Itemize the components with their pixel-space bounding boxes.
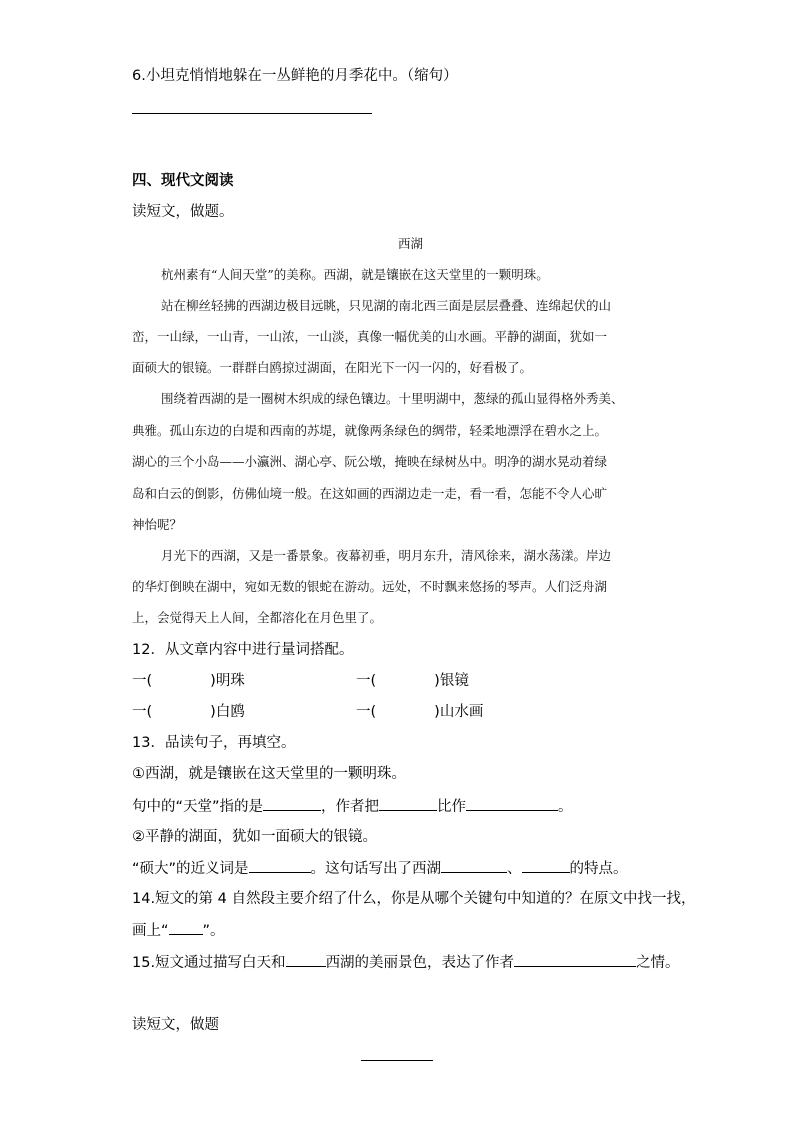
passage-p3-line: 湖心的三个小岛——小瀛洲、湖心亭、阮公墩，掩映在绿树丛中。明净的湖水晃动着绿 bbox=[132, 454, 608, 469]
q15-blank[interactable] bbox=[286, 952, 326, 967]
q13-blank[interactable] bbox=[263, 796, 321, 811]
q13-blank[interactable] bbox=[249, 858, 311, 873]
q15-text: 之情。 bbox=[636, 955, 680, 971]
passage-p4-line: 月光下的西湖，又是一番景象。夜幕初垂，明月东升，清风徐来，湖水荡漾。岸边 bbox=[161, 548, 612, 563]
passage-title: 西湖 bbox=[398, 236, 424, 251]
q13-sentence-2: ②平静的湖面，犹如一面硕大的银镜。 bbox=[132, 829, 377, 845]
passage-p2-line: 面硕大的银镜。一群群白鸥掠过湖面，在阳光下一闪一闪的，好看极了。 bbox=[132, 360, 533, 375]
section-instruction: 读短文，做题。 bbox=[132, 204, 234, 220]
passage-p3-line: 神怡呢？ bbox=[132, 517, 183, 532]
section-heading: 四、现代文阅读 bbox=[132, 173, 234, 189]
q14-line-2 bbox=[132, 920, 225, 941]
passage-p3-line: 围绕着西湖的是一圈树木织成的绿色镶边。十里明湖中，葱绿的孤山显得格外秀美、 bbox=[161, 391, 624, 406]
q13-text: 比作 bbox=[437, 799, 467, 815]
q12-word: 明珠 bbox=[215, 673, 245, 689]
q12-item: 一( )明珠 bbox=[132, 673, 245, 689]
q13-stem: 13．品读句子，再填空。 bbox=[132, 735, 296, 751]
q15-blank[interactable] bbox=[514, 952, 636, 967]
q12-word: 白鸥 bbox=[215, 704, 245, 720]
q12-open-paren: 一( bbox=[132, 704, 153, 720]
q6-text: 6.小坦克悄悄地躲在一丛鲜艳的月季花中。（缩句） bbox=[132, 68, 458, 84]
q12-item: 一( )白鸥 bbox=[132, 704, 245, 720]
q13-blank[interactable] bbox=[379, 796, 437, 811]
q12-open-paren: 一( bbox=[356, 673, 377, 689]
q13-text: “硕大”的近义词是 bbox=[132, 861, 249, 877]
q13-blank[interactable] bbox=[466, 796, 558, 811]
q13-text: ，作者把 bbox=[321, 799, 380, 815]
q15-text: 15.短文通过描写白天和 bbox=[132, 955, 286, 971]
q15-line bbox=[132, 952, 680, 973]
footer-line bbox=[361, 1060, 433, 1061]
q13-text: 、 bbox=[507, 861, 522, 877]
q13-blank[interactable] bbox=[522, 858, 570, 873]
q12-word: 银镜 bbox=[439, 673, 469, 689]
q13-fill-line-1 bbox=[132, 796, 573, 817]
q13-fill-line-2 bbox=[132, 858, 628, 879]
passage-p2-line: 峦，一山绿，一山青，一山浓，一山淡，真像一幅优美的山水画。平静的湖面，犹如一 bbox=[132, 329, 608, 344]
q14-line-1: 14.短文的第 4 自然段主要介绍了什么，你是从哪个关键句中知道的？在原文中找一找， bbox=[132, 891, 696, 907]
q12-item: 一( )山水画 bbox=[356, 704, 484, 720]
passage-p2-line: 站在柳丝轻拂的西湖边极目远眺，只见湖的南北西三面是层层叠叠、连绵起伏的山 bbox=[161, 298, 612, 313]
q13-sentence-1: ①西湖，就是镶嵌在这天堂里的一颗明珠。 bbox=[132, 766, 406, 782]
q13-text: 的特点。 bbox=[569, 861, 628, 877]
q12-open-paren: 一( bbox=[132, 673, 153, 689]
q12-open-paren: 一( bbox=[356, 704, 377, 720]
passage-p1: 杭州素有“人间天堂”的美称。西湖，就是镶嵌在这天堂里的一颗明珠。 bbox=[161, 267, 549, 282]
q14-underline-sample bbox=[169, 920, 203, 935]
passage-p3-line: 典雅。孤山东边的白堤和西南的苏堤，就像两条绿色的绸带，轻柔地漂浮在碧水之上。 bbox=[132, 423, 608, 438]
q15-text: 西湖的美丽景色，表达了作者 bbox=[325, 955, 515, 971]
q6-answer-line[interactable] bbox=[132, 113, 372, 114]
next-instruction: 读短文，做题 bbox=[132, 1017, 219, 1033]
passage-p3-line: 岛和白云的倒影，仿佛仙境一般。在这如画的西湖边走一走，看一看，怎能不令人心旷 bbox=[132, 486, 608, 501]
q12-stem: 12．从文章内容中进行量词搭配。 bbox=[132, 642, 354, 658]
q14-text: ”。 bbox=[202, 923, 225, 939]
q14-text: 画上“ bbox=[132, 923, 169, 939]
q13-blank[interactable] bbox=[441, 858, 507, 873]
passage-p4-line: 的华灯倒映在湖中，宛如无数的银蛇在游动。远处，不时飘来悠扬的琴声。人们泛舟湖 bbox=[132, 579, 608, 594]
q13-text: 。这句话写出了西湖 bbox=[310, 861, 442, 877]
passage-p4-line: 上，会觉得天上人间，全都溶化在月色里了。 bbox=[132, 610, 383, 625]
q13-text: 句中的“天堂”指的是 bbox=[132, 799, 264, 815]
q13-text: 。 bbox=[558, 799, 573, 815]
q12-item: 一( )银镜 bbox=[356, 673, 469, 689]
q12-word: 山水画 bbox=[439, 704, 484, 720]
